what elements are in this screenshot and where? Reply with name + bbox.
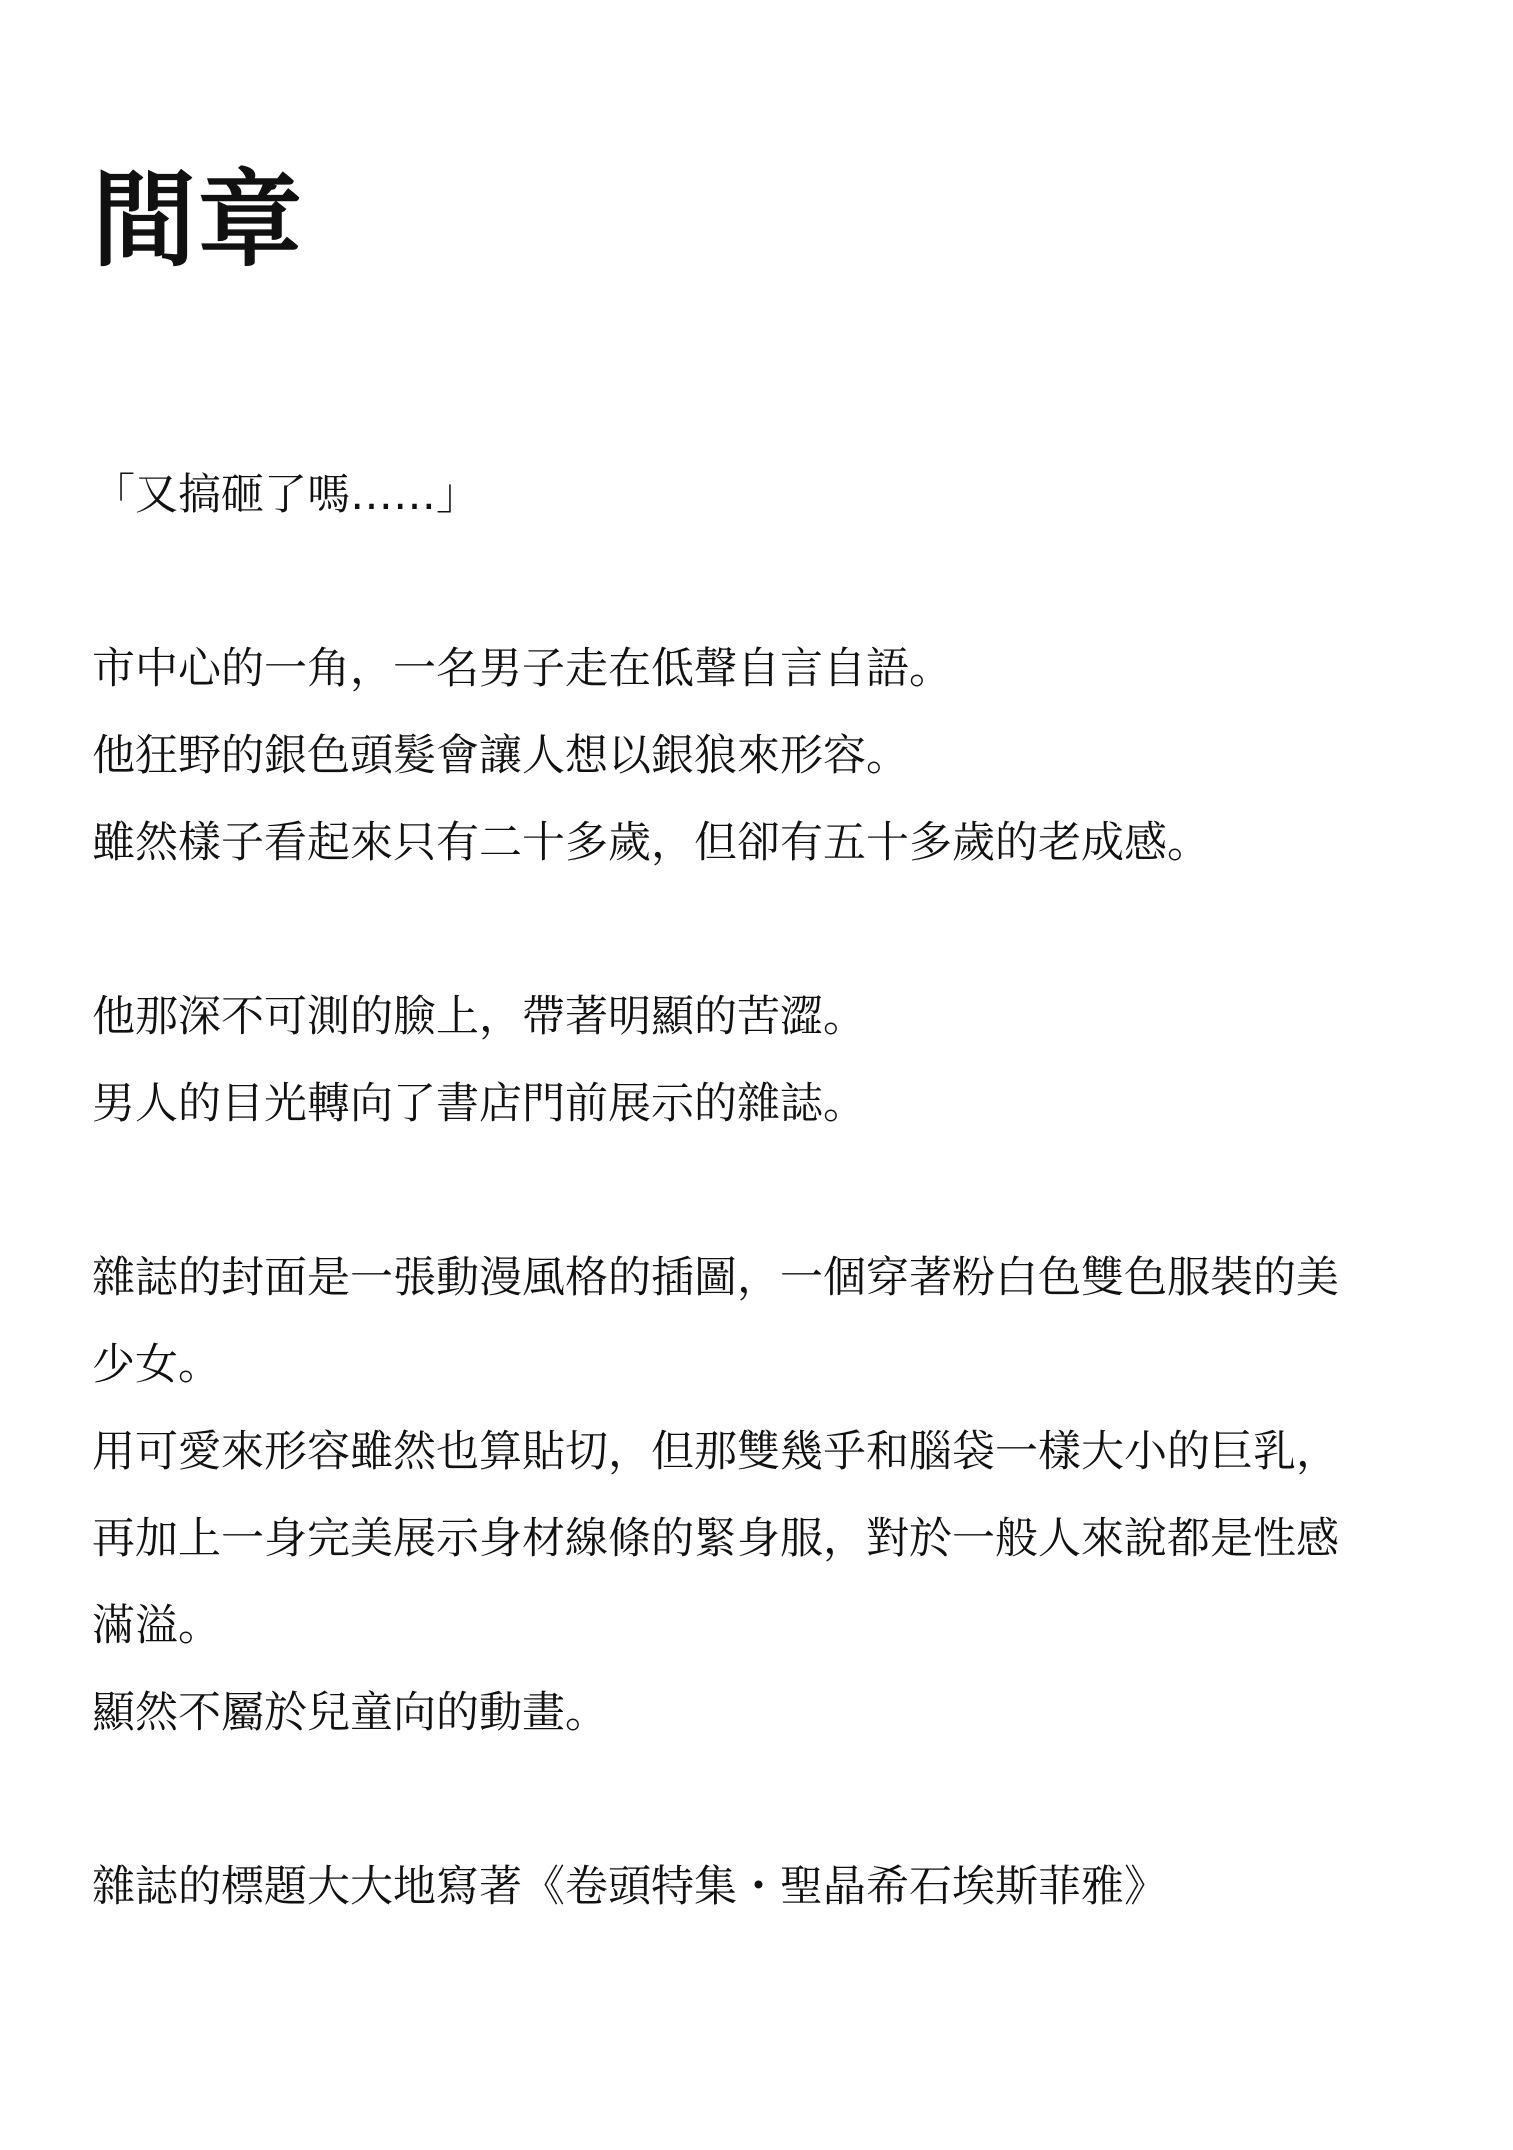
paragraph <box>92 1235 1427 1757</box>
paragraph-gap <box>92 1757 1427 1844</box>
paragraph <box>92 1844 1427 1931</box>
paragraph-gap <box>92 539 1427 626</box>
paragraph-gap <box>92 887 1427 974</box>
text-line: 用可愛來形容雖然也算貼切，但那雙幾乎和腦袋一樣大小的巨乳， <box>92 1427 1339 1477</box>
paragraph <box>92 626 1427 887</box>
text-line: 男人的目光轉向了書店門前展示的雜誌。 <box>92 1079 866 1129</box>
paragraph-gap <box>92 1148 1427 1235</box>
text-line: 少女。 <box>92 1340 221 1390</box>
text-line: 再加上一身完美展示身材線條的緊身服，對於一般人來說都是性感 <box>92 1514 1339 1564</box>
text-line: 他那深不可測的臉上，帶著明顯的苦澀。 <box>92 992 866 1042</box>
text-line: 市中心的一角，一名男子走在低聲自言自語。 <box>92 644 952 694</box>
text-line: 「又搞砸了嗎……」 <box>92 470 479 520</box>
text-line: 顯然不屬於兒童向的動畫。 <box>92 1688 608 1738</box>
text-line: 雜誌的封面是一張動漫風格的插圖，一個穿著粉白色雙色服裝的美 <box>92 1253 1339 1303</box>
text-line: 雜誌的標題大大地寫著《卷頭特集・聖晶希石埃斯菲雅》 <box>92 1862 1167 1912</box>
body-text <box>92 452 1427 1931</box>
text-line: 滿溢。 <box>92 1601 221 1651</box>
chapter-title: 間章 <box>92 159 305 281</box>
text-line: 他狂野的銀色頭髮會讓人想以銀狼來形容。 <box>92 731 909 781</box>
paragraph <box>92 974 1427 1148</box>
paragraph <box>92 452 1427 539</box>
text-line: 雖然樣子看起來只有二十多歲，但卻有五十多歲的老成感。 <box>92 818 1210 868</box>
